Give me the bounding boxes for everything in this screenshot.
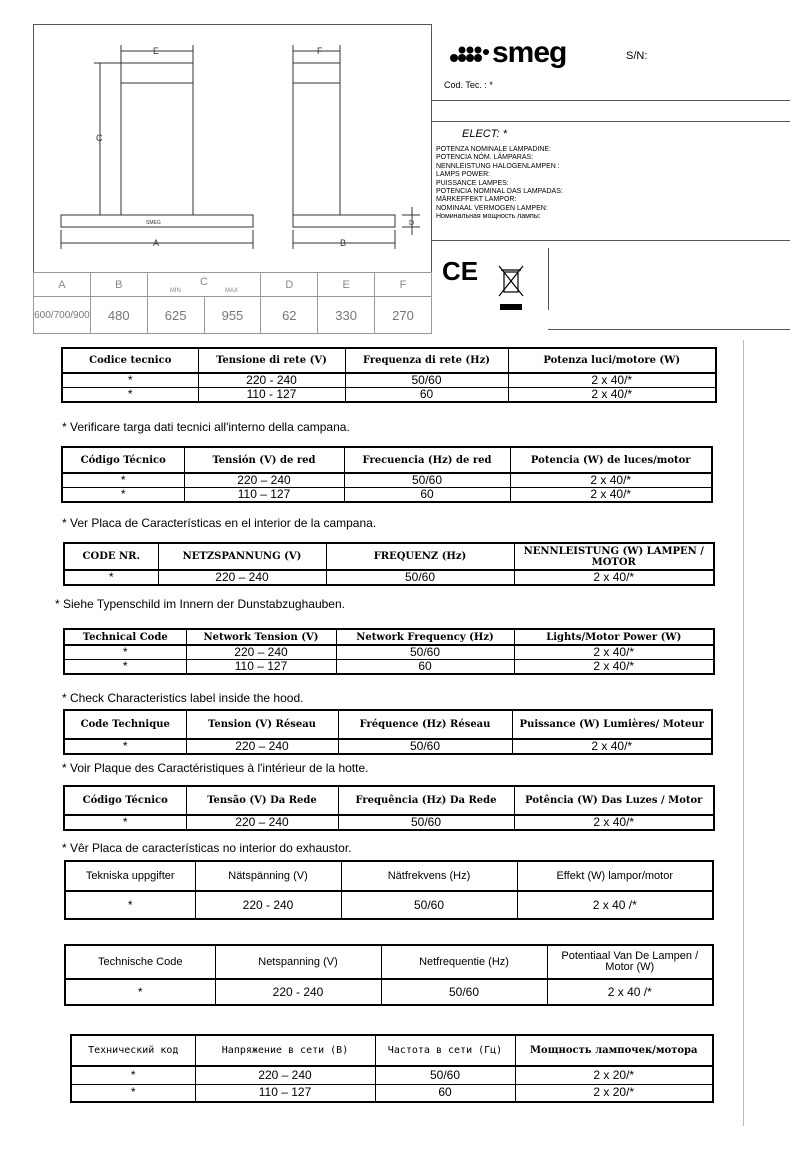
- col-frequency: Network Frequency (Hz): [336, 629, 514, 645]
- dim-value-b: 480: [90, 297, 147, 334]
- col-frequency: Frequenza di rete (Hz): [345, 348, 508, 373]
- dim-header-c-label: C: [200, 275, 208, 288]
- cell: *: [62, 488, 184, 503]
- table-row: [71, 1084, 713, 1102]
- cell: 50/60: [326, 570, 514, 585]
- cell: 220 – 240: [195, 1066, 375, 1084]
- cell: 2 x 40/*: [510, 488, 712, 503]
- cell: 60: [344, 488, 510, 503]
- dim-value-c-min: 625: [147, 297, 204, 334]
- smeg-dots-icon: [448, 42, 492, 64]
- cell: 50/60: [381, 979, 547, 1005]
- col-voltage: Tensión (V) de red: [184, 447, 344, 473]
- dim-header-e: E: [318, 273, 375, 297]
- spec-table-en: [63, 628, 715, 675]
- cell: 2 x 40/*: [514, 645, 714, 660]
- col-code: Codice tecnico: [62, 348, 198, 373]
- cell: 60: [345, 388, 508, 403]
- col-code: Código Técnico: [64, 786, 186, 815]
- table-row: [64, 645, 714, 660]
- col-voltage: Tensione di rete (V): [198, 348, 345, 373]
- spec-table-sv: [64, 860, 714, 920]
- spec-table-it: [61, 347, 717, 403]
- col-voltage: Network Tension (V): [186, 629, 336, 645]
- cell: 2 x 20/*: [515, 1066, 713, 1084]
- cell: 110 – 127: [184, 488, 344, 503]
- weee-bin-icon: [496, 264, 526, 314]
- cell: 2 x 40/*: [508, 373, 716, 388]
- cell: 50/60: [341, 891, 517, 919]
- cell: 220 - 240: [198, 373, 345, 388]
- col-voltage: Tension (V) Réseau: [186, 710, 338, 739]
- col-frequency: Частота в сети (Гц): [375, 1035, 515, 1066]
- label-a: A: [153, 238, 160, 248]
- cell: 220 – 240: [158, 570, 326, 585]
- power-line: POTENCIA NÓM. LÁMPARAS:: [436, 154, 534, 162]
- cell: 50/60: [344, 473, 510, 488]
- hood-dimension-drawing: [34, 25, 431, 273]
- cell: *: [62, 373, 198, 388]
- dimensions-table: [33, 272, 432, 334]
- label-divider: [432, 121, 790, 122]
- col-power: Effekt (W) lampor/motor: [517, 861, 713, 891]
- cell: *: [71, 1084, 195, 1102]
- cell: 220 – 240: [186, 645, 336, 660]
- cell: 2 x 40 /*: [547, 979, 713, 1005]
- col-power: Lights/Motor Power (W): [514, 629, 714, 645]
- spec-table-fr: [63, 709, 713, 755]
- dim-value-e: 330: [318, 297, 375, 334]
- table-row: [64, 815, 714, 830]
- cell: 220 – 240: [186, 739, 338, 754]
- spec-table-es: [61, 446, 713, 503]
- col-voltage: NETZSPANNUNG (V): [158, 543, 326, 570]
- table-row: [65, 979, 713, 1005]
- col-frequency: Fréquence (Hz) Réseau: [338, 710, 512, 739]
- power-line: LAMPS POWER:: [436, 171, 491, 179]
- label-f: F: [317, 46, 323, 56]
- cell: *: [62, 388, 198, 403]
- label-b: B: [340, 238, 347, 248]
- col-power: Potencia (W) de luces/motor: [510, 447, 712, 473]
- col-frequency: Frequência (Hz) Da Rede: [338, 786, 514, 815]
- label-e: E: [153, 46, 160, 56]
- cell: *: [64, 815, 186, 830]
- cell: 220 - 240: [195, 891, 341, 919]
- dim-header-f: F: [375, 273, 432, 297]
- dim-value-d: 62: [261, 297, 318, 334]
- dim-value-a: 600/700/900: [34, 297, 91, 334]
- table-row: [62, 488, 712, 503]
- spec-table-de: [63, 542, 715, 586]
- cell: 2 x 40/*: [514, 660, 714, 675]
- table-row: [65, 891, 713, 919]
- cell: 110 – 127: [186, 660, 336, 675]
- note-es: * Ver Placa de Características en el interior de la campana.: [62, 516, 377, 530]
- col-power: Potência (W) Das Luzes / Motor: [514, 786, 714, 815]
- power-line: MÄRKEFFEKT LAMPOR:: [436, 196, 517, 204]
- cell: 220 – 240: [184, 473, 344, 488]
- col-code: Technical Code: [64, 629, 186, 645]
- table-row: [64, 660, 714, 675]
- power-line: Номинальная мощность лампы:: [436, 213, 541, 221]
- power-line: POTENCIA NOMINAL DAS LAMPADAS:: [436, 188, 563, 196]
- power-line: NENNLEISTUNG HALOGENLAMPEN :: [436, 162, 560, 170]
- dim-c-max-label: MAX: [225, 287, 239, 294]
- power-line: POTENZA NOMINALE LAMPADINE:: [436, 146, 552, 153]
- rating-label: [432, 24, 790, 330]
- col-power: NENNLEISTUNG (W) LAMPEN / MOTOR: [514, 543, 714, 570]
- table-row: [62, 373, 716, 388]
- note-de: * Siehe Typenschild im Innern der Dunstabzughauben.: [55, 597, 345, 611]
- cell: *: [64, 739, 186, 754]
- cod-tec-label: Cod. Tec. : *: [444, 80, 493, 90]
- cell: *: [62, 473, 184, 488]
- col-code: CODE NR.: [64, 543, 158, 570]
- brand-logo: [448, 38, 566, 68]
- col-code: Technische Code: [65, 945, 215, 979]
- col-code: Tekniska uppgifter: [65, 861, 195, 891]
- spec-table-pt: [63, 785, 715, 831]
- label-c: C: [96, 133, 103, 143]
- note-en: * Check Characteristics label inside the hood.: [62, 691, 304, 705]
- col-power: Puissance (W) Lumières/ Moteur: [512, 710, 712, 739]
- cell: 2 x 40/*: [510, 473, 712, 488]
- cell: *: [64, 660, 186, 675]
- label-divider: [432, 240, 790, 241]
- cell: 50/60: [336, 645, 514, 660]
- dim-value-c-max: 955: [204, 297, 261, 334]
- dim-header-c: [147, 273, 261, 297]
- cell: 60: [336, 660, 514, 675]
- col-code: Código Técnico: [62, 447, 184, 473]
- elect-label: ELECT: *: [462, 128, 508, 140]
- dim-header-b: B: [90, 273, 147, 297]
- table-row: [64, 570, 714, 585]
- cell: 110 - 127: [198, 388, 345, 403]
- note-fr: * Voir Plaque des Caractéristiques à l'intérieur de la hotte.: [62, 761, 369, 775]
- spec-table-ru: [70, 1034, 714, 1103]
- table-row: [71, 1066, 713, 1084]
- note-it: * Verificare targa dati tecnici all'interno della campana.: [62, 420, 350, 434]
- brand-name: smeg: [492, 36, 567, 69]
- cell: 2 x 40 /*: [517, 891, 713, 919]
- table-row: [62, 388, 716, 403]
- col-voltage: Nätspänning (V): [195, 861, 341, 891]
- col-voltage: Напряжение в сети (В): [195, 1035, 375, 1066]
- col-frequency: Nätfrekvens (Hz): [341, 861, 517, 891]
- cell: 2 x 40/*: [514, 570, 714, 585]
- power-line: NOMINAAL VERMOGEN LAMPEN:: [436, 204, 548, 212]
- label-divider: [432, 100, 790, 101]
- table-row: [62, 473, 712, 488]
- label-d: D: [409, 220, 415, 227]
- col-frequency: FREQUENZ (Hz): [326, 543, 514, 570]
- label-divider: [548, 329, 790, 330]
- col-voltage: Tensão (V) Da Rede: [186, 786, 338, 815]
- cell: 2 x 40/*: [512, 739, 712, 754]
- serial-number-label: S/N:: [626, 50, 648, 62]
- dim-value-f: 270: [375, 297, 432, 334]
- col-frequency: Netfrequentie (Hz): [381, 945, 547, 979]
- col-power: Мощность лампочек/мотора: [515, 1035, 713, 1066]
- cell: 50/60: [345, 373, 508, 388]
- cell: *: [64, 645, 186, 660]
- cell: *: [65, 979, 215, 1005]
- note-pt: * Vêr Placa de características no interior do exhaustor.: [62, 841, 352, 855]
- spec-table-nl: [64, 944, 714, 1006]
- col-power: Potenza luci/motore (W): [508, 348, 716, 373]
- cell: 2 x 40/*: [508, 388, 716, 403]
- cell: 50/60: [338, 815, 514, 830]
- hood-text: SMEG: [146, 220, 161, 226]
- cell: 110 – 127: [195, 1084, 375, 1102]
- ce-mark: CE: [442, 256, 479, 286]
- label-divider: [548, 248, 549, 310]
- cell: 50/60: [375, 1066, 515, 1084]
- cell: 60: [375, 1084, 515, 1102]
- dim-header-a: A: [34, 273, 91, 297]
- cell: *: [65, 891, 195, 919]
- col-code: Технический код: [71, 1035, 195, 1066]
- cell: *: [71, 1066, 195, 1084]
- cell: *: [64, 570, 158, 585]
- lamp-power-list: [436, 146, 563, 222]
- cell: 2 x 40/*: [514, 815, 714, 830]
- cell: 220 - 240: [215, 979, 381, 1005]
- col-power: Potentiaal Van De Lampen / Motor (W): [547, 945, 713, 979]
- cell: 220 – 240: [186, 815, 338, 830]
- cell: 2 x 20/*: [515, 1084, 713, 1102]
- col-code: Code Technique: [64, 710, 186, 739]
- power-line: PUISSANCE LAMPES:: [436, 179, 509, 187]
- col-frequency: Frecuencia (Hz) de red: [344, 447, 510, 473]
- cell: 50/60: [338, 739, 512, 754]
- dim-header-d: D: [261, 273, 318, 297]
- dim-c-min-label: MIN: [169, 287, 181, 294]
- table-row: [64, 739, 712, 754]
- col-voltage: Netspanning (V): [215, 945, 381, 979]
